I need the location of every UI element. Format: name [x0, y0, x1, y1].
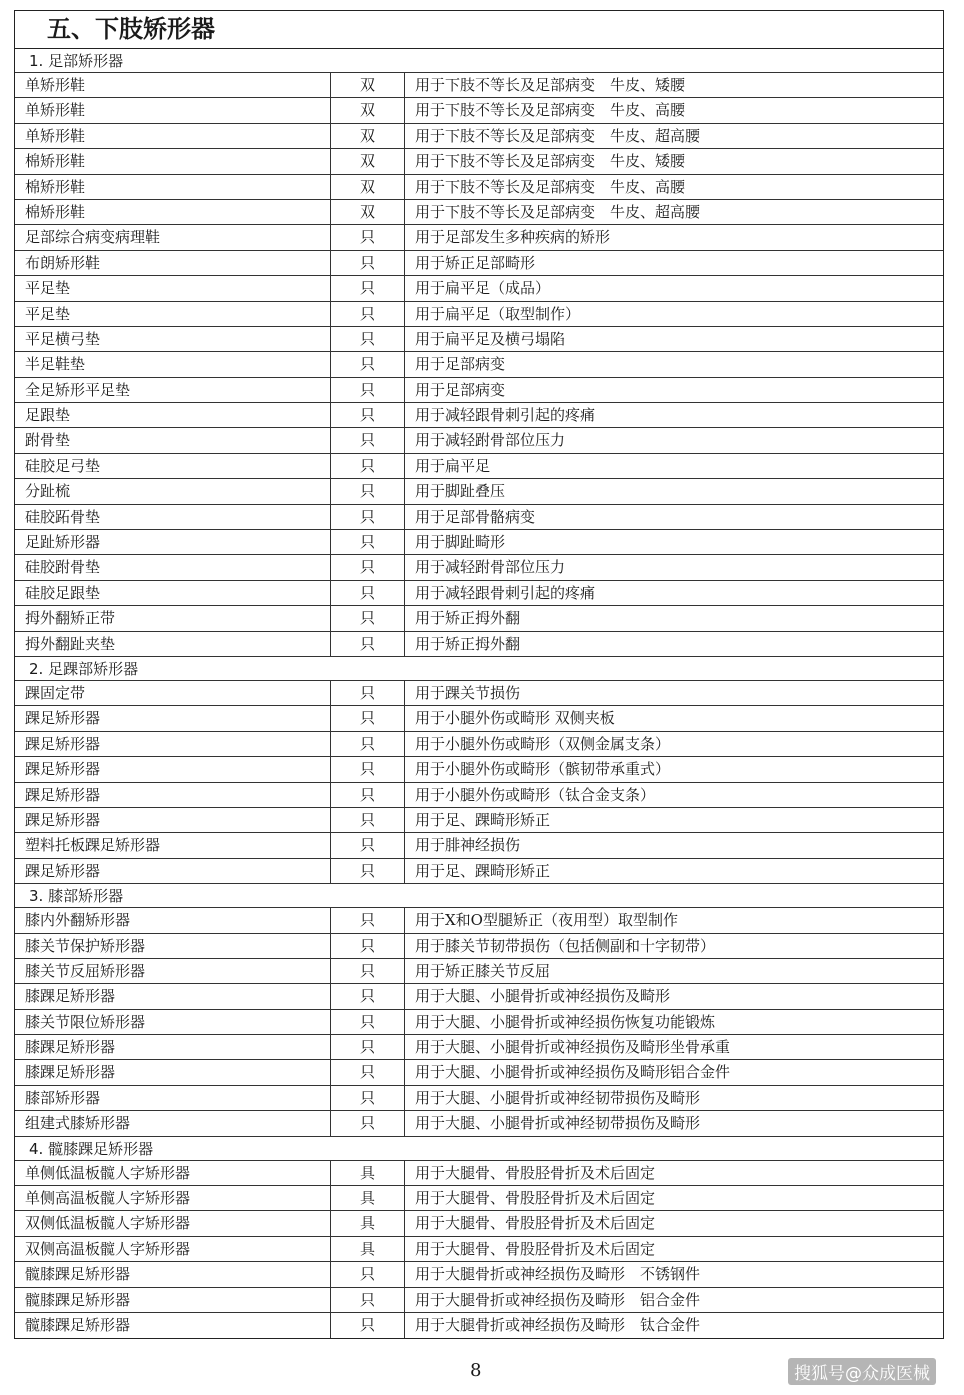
item-unit: 只: [331, 706, 405, 730]
item-name: 拇外翻趾夹垫: [15, 632, 331, 656]
item-name: 硅胶足弓垫: [15, 454, 331, 478]
table-row: [15, 276, 943, 301]
table-row: [15, 1111, 943, 1136]
item-name: 塑料托板踝足矫形器: [15, 833, 331, 857]
item-unit: 只: [331, 1288, 405, 1312]
item-name: 足部综合病变病理鞋: [15, 225, 331, 249]
item-name: 硅胶跗骨垫: [15, 555, 331, 579]
table-row: [15, 175, 943, 200]
table-row: [15, 378, 943, 403]
table-row: [15, 505, 943, 530]
table-row: [15, 251, 943, 276]
item-unit: 只: [331, 378, 405, 402]
item-unit: 具: [331, 1161, 405, 1185]
item-description: 用于小腿外伤或畸形 双侧夹板: [415, 709, 615, 728]
item-unit: 只: [331, 302, 405, 326]
item-unit: 只: [331, 757, 405, 781]
table-row: [15, 454, 943, 479]
table-row: [15, 1161, 943, 1186]
item-unit: 只: [331, 251, 405, 275]
table-row: [15, 1010, 943, 1035]
table-row: [15, 859, 943, 884]
item-description: 用于大腿骨、骨股胫骨折及术后固定: [415, 1214, 656, 1233]
sections-container: [15, 49, 943, 1338]
item-description: 用于减轻跗骨部位压力: [415, 558, 566, 577]
item-description: 用于足、踝畸形矫正: [415, 861, 551, 880]
item-name: 足趾矫形器: [15, 530, 331, 554]
item-name: 膝内外翻矫形器: [15, 908, 331, 932]
item-description: 用于大腿骨折或神经损伤及畸形 铝合金件: [415, 1290, 701, 1309]
item-name: 分趾梳: [15, 479, 331, 503]
item-description: 用于脚趾畸形: [415, 533, 506, 552]
item-unit: 双: [331, 98, 405, 122]
table-row: [15, 1313, 943, 1338]
item-unit: 只: [331, 530, 405, 554]
item-name: 单矫形鞋: [15, 98, 331, 122]
item-name: 棉矫形鞋: [15, 175, 331, 199]
item-description: 用于减轻跟骨刺引起的疼痛: [415, 583, 596, 602]
item-name: 双侧高温板髋人字矫形器: [15, 1237, 331, 1261]
item-name: 半足鞋垫: [15, 352, 331, 376]
item-name: 膝关节反屈矫形器: [15, 959, 331, 983]
item-description: 用于大腿、小腿骨折或神经损伤及畸形: [415, 987, 671, 1006]
table-row: [15, 833, 943, 858]
item-unit: 只: [331, 984, 405, 1008]
item-description: 用于足部骨骼病变: [415, 507, 536, 526]
item-description: 用于足部病变: [415, 355, 506, 374]
item-unit: 只: [331, 632, 405, 656]
item-name: 髋膝踝足矫形器: [15, 1288, 331, 1312]
item-unit: 只: [331, 1313, 405, 1338]
item-unit: 只: [331, 1010, 405, 1034]
item-unit: 只: [331, 959, 405, 983]
table-row: [15, 428, 943, 453]
item-description: 用于大腿骨折或神经损伤及畸形 钛合金件: [415, 1315, 701, 1334]
table-row: [15, 783, 943, 808]
item-unit: 只: [331, 327, 405, 351]
item-description: 用于减轻跗骨部位压力: [415, 431, 566, 450]
item-name: 髋膝踝足矫形器: [15, 1262, 331, 1286]
item-unit: 只: [331, 352, 405, 376]
table-row: [15, 1288, 943, 1313]
item-unit: 只: [331, 276, 405, 300]
item-description: 用于X和O型腿矫正（夜用型）取型制作: [415, 911, 678, 930]
item-unit: 只: [331, 225, 405, 249]
item-unit: 只: [331, 479, 405, 503]
table-row: [15, 732, 943, 757]
table-row: [15, 149, 943, 174]
table-row: [15, 479, 943, 504]
item-description: 用于扁平足及横弓塌陷: [415, 329, 566, 348]
item-unit: 具: [331, 1186, 405, 1210]
table-row: [15, 327, 943, 352]
item-unit: 只: [331, 732, 405, 756]
table-row: [15, 1237, 943, 1262]
table-row: [15, 757, 943, 782]
item-name: 棉矫形鞋: [15, 200, 331, 224]
table-row: [15, 1262, 943, 1287]
item-description: 用于矫正拇外翻: [415, 609, 521, 628]
item-description: 用于下肢不等长及足部病变 牛皮、超高腰: [415, 126, 701, 145]
table-row: [15, 1186, 943, 1211]
item-name: 跗骨垫: [15, 428, 331, 452]
table-row: [15, 200, 943, 225]
item-description: 用于足、踝畸形矫正: [415, 810, 551, 829]
page-number: 8: [470, 1360, 482, 1381]
item-description: 用于大腿骨、骨股胫骨折及术后固定: [415, 1189, 656, 1208]
item-name: 布朗矫形鞋: [15, 251, 331, 275]
item-name: 单矫形鞋: [15, 124, 331, 148]
item-unit: 只: [331, 1262, 405, 1286]
item-description: 用于脚趾叠压: [415, 482, 506, 501]
item-unit: 只: [331, 859, 405, 883]
item-description: 用于小腿外伤或畸形（钛合金支条）: [415, 785, 656, 804]
item-unit: 只: [331, 1060, 405, 1084]
table-row: [15, 908, 943, 933]
item-description: 用于小腿外伤或畸形（髌韧带承重式）: [415, 760, 671, 779]
item-name: 足跟垫: [15, 403, 331, 427]
table-row: [15, 959, 943, 984]
item-unit: 具: [331, 1237, 405, 1261]
table-row: [15, 73, 943, 98]
table-row: [15, 1060, 943, 1085]
table-row: [15, 581, 943, 606]
watermark: 搜狐号@众成医械: [788, 1358, 936, 1385]
item-unit: 只: [331, 808, 405, 832]
item-name: 平足垫: [15, 302, 331, 326]
item-name: 髋膝踝足矫形器: [15, 1313, 331, 1338]
item-unit: 双: [331, 200, 405, 224]
table-row: [15, 606, 943, 631]
section-heading: 3. 膝部矫形器: [15, 884, 943, 908]
item-description: 用于膝关节韧带损伤（包括侧副和十字韧带）: [415, 936, 716, 955]
item-name: 拇外翻矫正带: [15, 606, 331, 630]
item-unit: 只: [331, 606, 405, 630]
item-name: 踝足矫形器: [15, 859, 331, 883]
item-name: 棉矫形鞋: [15, 149, 331, 173]
table-row: [15, 706, 943, 731]
item-name: 硅胶足跟垫: [15, 581, 331, 605]
item-name: 膝踝足矫形器: [15, 1060, 331, 1084]
item-description: 用于大腿、小腿骨折或神经韧带损伤及畸形: [415, 1114, 701, 1133]
item-unit: 双: [331, 175, 405, 199]
section-heading: 2. 足踝部矫形器: [15, 657, 943, 681]
table-row: [15, 1211, 943, 1236]
item-name: 踝足矫形器: [15, 808, 331, 832]
item-name: 单侧高温板髋人字矫形器: [15, 1186, 331, 1210]
item-description: 用于下肢不等长及足部病变 牛皮、高腰: [415, 101, 686, 120]
item-unit: 只: [331, 505, 405, 529]
item-name: 硅胶跖骨垫: [15, 505, 331, 529]
table-row: [15, 98, 943, 123]
item-description: 用于大腿骨、骨股胫骨折及术后固定: [415, 1163, 656, 1182]
item-name: 组建式膝矫形器: [15, 1111, 331, 1135]
table-row: [15, 124, 943, 149]
table-row: [15, 530, 943, 555]
item-unit: 只: [331, 403, 405, 427]
item-name: 踝固定带: [15, 681, 331, 705]
item-unit: 只: [331, 783, 405, 807]
item-unit: 双: [331, 149, 405, 173]
item-name: 膝部矫形器: [15, 1086, 331, 1110]
item-unit: 具: [331, 1211, 405, 1235]
item-name: 膝关节保护矫形器: [15, 934, 331, 958]
item-unit: 只: [331, 555, 405, 579]
item-name: 踝足矫形器: [15, 757, 331, 781]
item-unit: 只: [331, 428, 405, 452]
item-description: 用于矫正膝关节反屈: [415, 961, 551, 980]
item-description: 用于踝关节损伤: [415, 683, 521, 702]
table-row: [15, 302, 943, 327]
item-unit: 只: [331, 454, 405, 478]
item-name: 膝关节限位矫形器: [15, 1010, 331, 1034]
item-description: 用于大腿、小腿骨折或神经损伤及畸形坐骨承重: [415, 1038, 731, 1057]
item-unit: 只: [331, 681, 405, 705]
table-row: [15, 1086, 943, 1111]
table-row: [15, 681, 943, 706]
item-description: 用于减轻跟骨刺引起的疼痛: [415, 406, 596, 425]
table-row: [15, 555, 943, 580]
item-name: 双侧低温板髋人字矫形器: [15, 1211, 331, 1235]
table-row: [15, 352, 943, 377]
item-name: 膝踝足矫形器: [15, 984, 331, 1008]
item-name: 踝足矫形器: [15, 706, 331, 730]
item-description: 用于小腿外伤或畸形（双侧金属支条）: [415, 734, 671, 753]
orthosis-table: [14, 10, 944, 1339]
item-unit: 只: [331, 1111, 405, 1135]
table-row: [15, 984, 943, 1009]
item-unit: 只: [331, 934, 405, 958]
item-unit: 只: [331, 1086, 405, 1110]
item-description: 用于下肢不等长及足部病变 牛皮、矮腰: [415, 76, 686, 94]
item-description: 用于矫正拇外翻: [415, 634, 521, 653]
item-description: 用于扁平足（取型制作）: [415, 304, 581, 323]
item-unit: 只: [331, 581, 405, 605]
table-row: [15, 808, 943, 833]
item-name: 全足矫形平足垫: [15, 378, 331, 402]
item-description: 用于大腿、小腿骨折或神经韧带损伤及畸形: [415, 1088, 701, 1107]
item-description: 用于下肢不等长及足部病变 牛皮、高腰: [415, 177, 686, 196]
item-unit: 只: [331, 1035, 405, 1059]
item-description: 用于足部病变: [415, 380, 506, 399]
item-description: 用于大腿、小腿骨折或神经损伤恢复功能锻炼: [415, 1012, 716, 1031]
table-row: [15, 1035, 943, 1060]
table-row: [15, 934, 943, 959]
item-unit: 双: [331, 124, 405, 148]
item-name: 平足垫: [15, 276, 331, 300]
item-unit: 双: [331, 73, 405, 97]
item-name: 平足横弓垫: [15, 327, 331, 351]
item-description: 用于大腿骨折或神经损伤及畸形 不锈钢件: [415, 1265, 701, 1284]
item-description: 用于腓神经损伤: [415, 836, 521, 855]
table-row: [15, 225, 943, 250]
item-name: 膝踝足矫形器: [15, 1035, 331, 1059]
page-title: 五、下肢矫形器: [15, 11, 943, 49]
item-name: 踝足矫形器: [15, 732, 331, 756]
item-description: 用于大腿骨、骨股胫骨折及术后固定: [415, 1239, 656, 1258]
table-row: [15, 632, 943, 657]
item-unit: 只: [331, 833, 405, 857]
item-description: 用于扁平足: [415, 456, 491, 475]
item-description: 用于下肢不等长及足部病变 牛皮、超高腰: [415, 202, 701, 221]
table-row: [15, 403, 943, 428]
item-name: 单侧低温板髋人字矫形器: [15, 1161, 331, 1185]
item-description: 用于矫正足部畸形: [415, 253, 536, 272]
item-description: 用于足部发生多种疾病的矫形: [415, 228, 611, 247]
item-unit: 只: [331, 908, 405, 932]
item-name: 单矫形鞋: [15, 73, 331, 97]
item-name: 踝足矫形器: [15, 783, 331, 807]
item-description: 用于扁平足（成品）: [415, 279, 551, 298]
item-description: 用于下肢不等长及足部病变 牛皮、矮腰: [415, 152, 686, 171]
section-heading: 1. 足部矫形器: [15, 49, 943, 73]
section-heading: 4. 髋膝踝足矫形器: [15, 1137, 943, 1161]
item-description: 用于大腿、小腿骨折或神经损伤及畸形铝合金件: [415, 1063, 731, 1082]
